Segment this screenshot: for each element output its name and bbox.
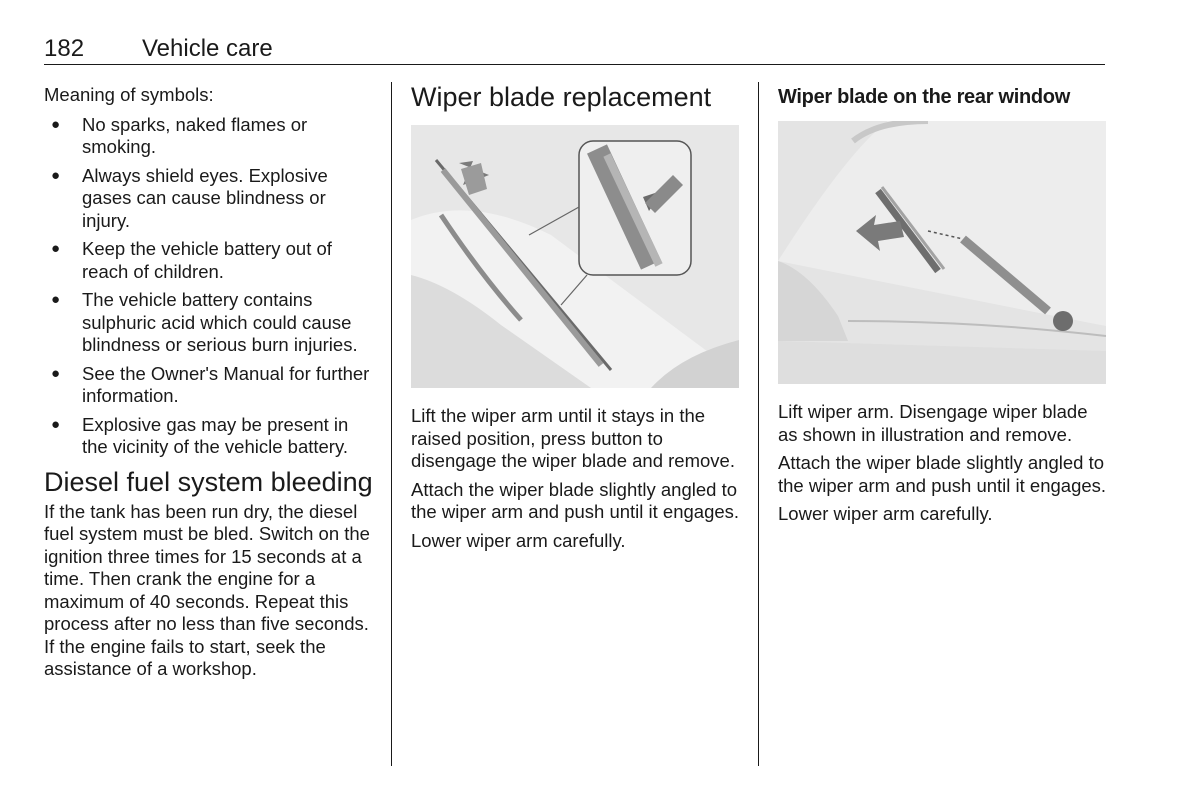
wiper-front-step: Lower wiper arm carefully. xyxy=(411,529,626,551)
symbols-intro: Meaning of symbols: xyxy=(44,84,214,105)
column-divider xyxy=(758,82,759,766)
wiper-front-step: Lift the wiper arm until it stays in the raised position, press button to disengage the wiper blade and remove. xyxy=(411,405,735,471)
rear-wiper-heading: Wiper blade on the rear window xyxy=(778,86,1070,108)
list-item: ● Always shield eyes. Explosive gases can cause blindness or injury. xyxy=(44,165,376,233)
column-divider xyxy=(391,82,392,766)
wiper-replacement-heading: Wiper blade replacement xyxy=(411,82,712,112)
column-right xyxy=(778,80,1110,526)
wiper-rear-step: Lower wiper arm carefully. xyxy=(778,503,993,524)
list-item: ● See the Owner's Manual for further information. xyxy=(44,363,376,408)
wiper-rear-step: Lift wiper arm. Disengage wiper blade as shown in illustration and remove. xyxy=(778,401,1088,445)
rear-wiper-illustration xyxy=(778,121,1106,384)
diesel-paragraph: If the tank has been run dry, the diesel fuel system must be bled. Switch on the ignition three times for 15 seconds at a time. Then crank the engine for a maximum of 40 seconds. Repeat this process after no less than five seconds. If the engine fails to start, seek the assistance of a workshop. xyxy=(44,500,370,679)
list-item: ● The vehicle battery contains sulphuric acid which could cause blindness or serious burn injuries. xyxy=(44,289,376,357)
page-number: 182 xyxy=(44,35,85,62)
list-item: ● Explosive gas may be present in the vicinity of the vehicle battery. xyxy=(44,414,376,459)
column-left xyxy=(44,80,376,681)
wiper-front-step: Attach the wiper blade slightly angled to the wiper arm and push until it engages. xyxy=(411,478,740,522)
diesel-heading: Diesel fuel system bleeding xyxy=(44,466,373,497)
column-middle xyxy=(411,80,743,552)
section-title: Vehicle care xyxy=(142,35,273,62)
front-wiper-illustration xyxy=(411,125,739,388)
list-item: ● Keep the vehicle battery out of reach of children. xyxy=(44,238,376,283)
list-item: ● No sparks, naked flames or smoking. xyxy=(44,114,376,159)
symbols-list xyxy=(44,114,376,459)
wiper-rear-step: Attach the wiper blade slightly angled to the wiper arm and push until it engages. xyxy=(778,452,1107,496)
page-header xyxy=(44,32,1105,65)
